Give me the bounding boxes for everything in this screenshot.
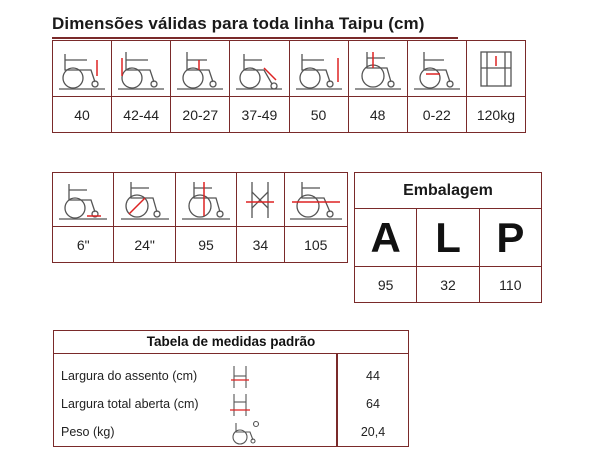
total-height-value: 95 (175, 227, 236, 263)
row-value: 44 (366, 369, 380, 383)
depth-value: 50 (289, 97, 348, 133)
armrest-height-icon (171, 41, 230, 97)
standard-table-title: Tabela de medidas padrão (54, 331, 408, 354)
row-label: Largura do assento (cm) (61, 369, 198, 383)
row-value: 20,4 (360, 425, 386, 439)
total-height-icon (175, 173, 236, 227)
row-label: Largura total aberta (cm) (61, 397, 199, 411)
total-length-icon (284, 173, 347, 227)
table-row (54, 391, 408, 419)
dimensions-table (52, 40, 526, 133)
packaging-letter-p: P (479, 209, 541, 267)
footrest-icon (407, 41, 466, 97)
weight-small-icon (228, 420, 262, 451)
row-label: Peso (kg) (61, 425, 115, 439)
standard-measurements-table (53, 330, 409, 447)
front-wheel-icon (53, 173, 114, 227)
leg-length-value: 37-49 (230, 97, 289, 133)
backrest-height-icon (348, 41, 407, 97)
front-wheel-value: 6" (53, 227, 114, 263)
leg-length-icon (230, 41, 289, 97)
backrest-height-value: 48 (348, 97, 407, 133)
packaging-table (354, 172, 542, 303)
armrest-height-value: 20-27 (171, 97, 230, 133)
depth-icon (289, 41, 348, 97)
rear-wheel-icon (114, 173, 175, 227)
packaging-letter-a: A (355, 209, 417, 267)
weight-capacity-value: 120kg (466, 97, 525, 133)
wheel-dimensions-table (52, 172, 348, 263)
packaging-header: Embalagem (355, 173, 542, 209)
seat-height-value: 40 (53, 97, 112, 133)
title-underline (52, 37, 458, 39)
packaging-depth-value: 110 (479, 267, 541, 303)
footrest-value: 0-22 (407, 97, 466, 133)
total-length-value: 105 (284, 227, 347, 263)
folded-width-value: 34 (237, 227, 284, 263)
table-row (54, 419, 408, 447)
weight-capacity-icon (466, 41, 525, 97)
seat-width-icon (112, 41, 171, 97)
packaging-width-value: 32 (417, 267, 479, 303)
rear-wheel-value: 24" (114, 227, 175, 263)
folded-width-icon (237, 173, 284, 227)
packaging-letter-l: L (417, 209, 479, 267)
table-row (54, 363, 408, 391)
packaging-height-value: 95 (355, 267, 417, 303)
page-title: Dimensões válidas para toda linha Taipu (cm) (52, 14, 425, 33)
seat-width-value: 42-44 (112, 97, 171, 133)
seat-height-icon (53, 41, 112, 97)
row-value: 64 (366, 397, 380, 411)
